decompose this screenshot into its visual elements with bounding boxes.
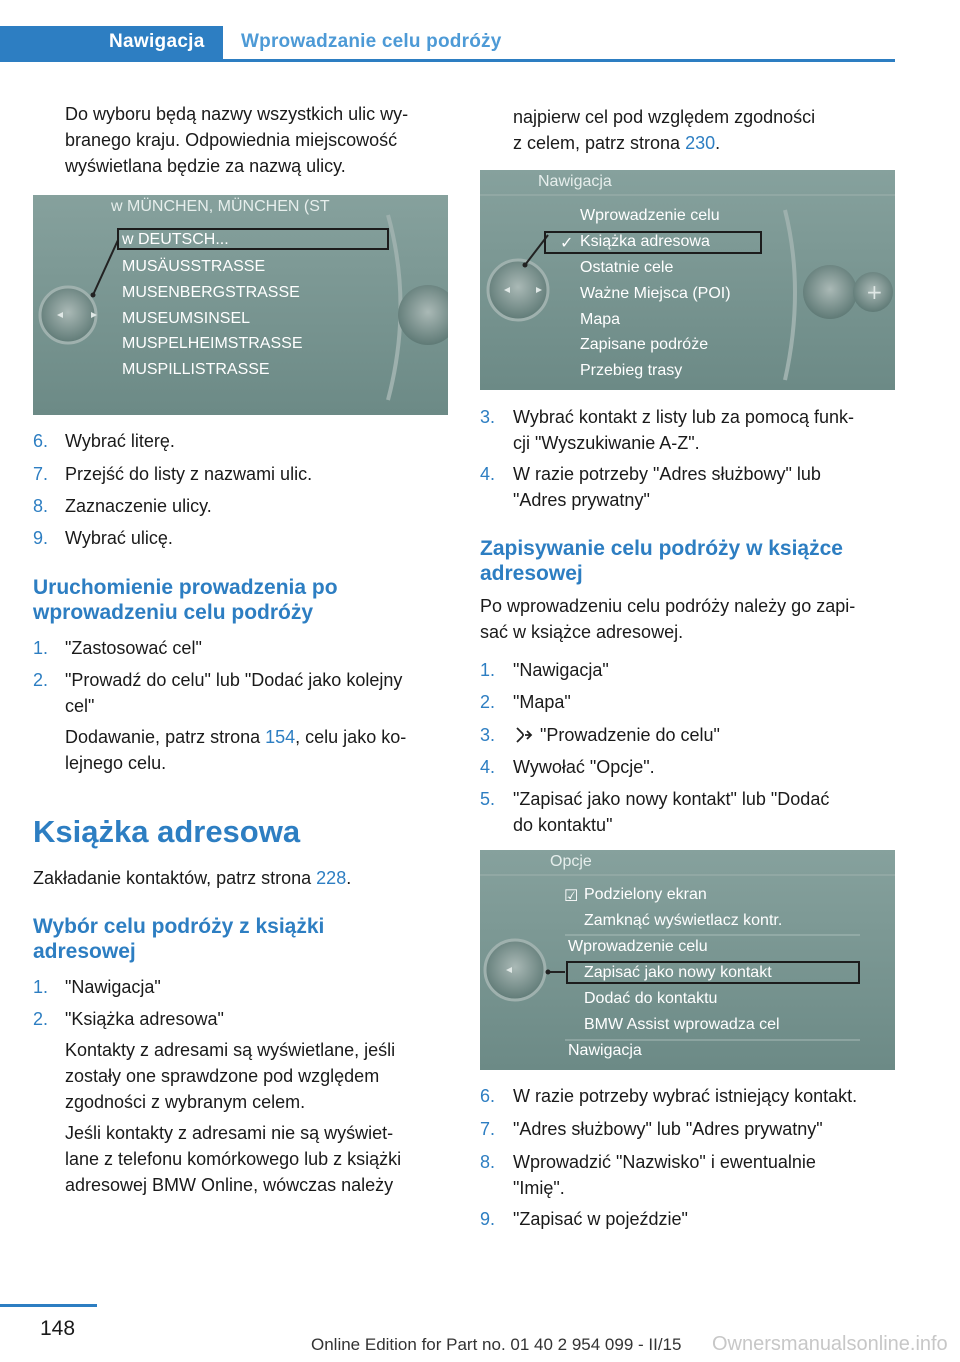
step-number: 2.: [33, 1009, 49, 1029]
heading-choose-from-book-1: Wybór celu podróży z książki: [33, 915, 325, 938]
screen3-item-1: Podzielony ekran: [584, 886, 707, 903]
step-text: "Zapisać w pojeździe": [513, 1209, 688, 1229]
screenshot-navigation-menu: [480, 170, 895, 390]
note-contacts-4: Jeśli kontakty z adresami nie są wyświet‐: [65, 1123, 394, 1143]
intro-line-3: wyświetlana będzie za nazwą ulicy.: [65, 156, 346, 176]
step-text: Przejść do listy z nazwami ulic.: [65, 464, 313, 484]
step-number: 1.: [33, 977, 49, 997]
note-add-destination-cont: lejnego celu.: [65, 753, 167, 773]
step-text: "Zapisać jako nowy kontakt" lub "Dodać: [513, 789, 830, 809]
route-guidance-icon: [513, 725, 533, 745]
step-text-cont: do kontaktu": [513, 815, 613, 835]
screen1-item-1: w DEUTSCH...: [122, 231, 229, 248]
page-link-154[interactable]: 154: [265, 727, 296, 747]
screen3-title: Opcje: [550, 853, 592, 870]
continued-text-2: z celem, patrz strona 230.: [513, 133, 721, 153]
step-number: 6.: [33, 431, 49, 451]
screen3-item-7: Nawigacja: [568, 1042, 642, 1059]
screen3-item-6: BMW Assist wprowadza cel: [584, 1016, 780, 1033]
step-number: 3.: [480, 407, 496, 427]
screen1-title: w MÜNCHEN, MÜNCHEN (ST: [111, 198, 330, 215]
step-text: "Prowadź do celu" lub "Dodać jako kolejny: [65, 670, 403, 690]
note-contacts-3: zgodności z wybranym celem.: [65, 1092, 306, 1112]
step-text-cont: cji "Wyszukiwanie A-Z".: [513, 433, 700, 453]
step-number: 4.: [480, 464, 496, 484]
heading-start-guidance-1: Uruchomienie prowadzenia po: [33, 576, 338, 599]
step-text: "Nawigacja": [513, 660, 609, 680]
header-rule: [223, 59, 895, 62]
step-number: 3.: [480, 725, 496, 745]
check-icon: ✓: [560, 235, 574, 252]
note-contacts-1: Kontakty z adresami są wyświetlane, jeśli: [65, 1040, 396, 1060]
screen2-item-5: Mapa: [580, 311, 621, 328]
step-number: 6.: [480, 1086, 496, 1106]
address-book-ref: Zakładanie kontaktów, patrz strona 228.: [33, 868, 352, 888]
heading-start-guidance-2: wprowadzeniu celu podróży: [33, 601, 314, 624]
save-intro-2: sać w książce adresowej.: [480, 622, 684, 642]
step-number: 5.: [480, 789, 496, 809]
idrive-dial-graphic: [33, 195, 448, 415]
step-text: "Książka adresowa": [65, 1009, 224, 1029]
step-text: Wywołać "Opcje".: [513, 757, 655, 777]
edition-note: Online Edition for Part no. 01 40 2 954 099 - II/15: [311, 1335, 682, 1354]
step-number: 7.: [480, 1119, 496, 1139]
save-intro-1: Po wprowadzeniu celu podróży należy go zapi‐: [480, 596, 856, 616]
step-number: 1.: [480, 660, 496, 680]
header-subsection-title: Wprowadzanie celu podróży: [241, 31, 502, 52]
step-text-cont: cel": [65, 696, 95, 716]
screenshot-street-list: [33, 195, 448, 415]
step-text: "Nawigacja": [65, 977, 161, 997]
screen3-item-5: Dodać do kontaktu: [584, 990, 718, 1007]
step-text-cont: "Imię".: [513, 1178, 565, 1198]
screen1-item-6: MUSPILLISTRASSE: [122, 361, 270, 378]
watermark: Ownersmanualsonline.info: [712, 1333, 948, 1355]
screen3-item-4: Zapisać jako nowy kontakt: [584, 964, 772, 981]
screen1-item-4: MUSEUMSINSEL: [122, 310, 251, 327]
step-text: W razie potrzeby wybrać istniejący kontakt.: [513, 1086, 858, 1106]
screen3-item-2: Zamknąć wyświetlacz kontr.: [584, 912, 783, 929]
step-text: Wprowadzić "Nazwisko" i ewentualnie: [513, 1152, 816, 1172]
heading-save-destination-2: adresowej: [480, 562, 583, 585]
continued-text-1: najpierw cel pod względem zgodności: [513, 107, 816, 127]
step-number: 2.: [33, 670, 49, 690]
step-text: "Zastosować cel": [65, 638, 202, 658]
header-section-title: Nawigacja: [109, 31, 205, 52]
footer-rule: [0, 1304, 97, 1307]
screen2-item-6: Zapisane podróże: [580, 336, 709, 353]
step-text-cont: "Adres prywatny": [513, 490, 650, 510]
note-contacts-5: lane z telefonu komórkowego lub z książki: [65, 1149, 402, 1169]
step-number: 8.: [33, 496, 49, 516]
svg-text:+: +: [866, 280, 883, 304]
screen1-item-2: MUSÄUSSTRASSE: [122, 258, 266, 275]
step-number: 4.: [480, 757, 496, 777]
step-number: 2.: [480, 692, 496, 712]
screen2-item-2: Książka adresowa: [580, 233, 710, 250]
step-number: 7.: [33, 464, 49, 484]
note-contacts-6: adresowej BMW Online, wówczas należy: [65, 1175, 394, 1195]
heading-address-book: Książka adresowa: [33, 814, 301, 849]
heading-save-destination-1: Zapisywanie celu podróży w książce: [480, 537, 843, 560]
screen2-item-7: Przebieg trasy: [580, 362, 683, 379]
step-number: 9.: [480, 1209, 496, 1229]
screen3-item-3: Wprowadzenie celu: [568, 938, 708, 955]
header-section-tab: [0, 26, 223, 62]
intro-line-2: branego kraju. Odpowiednia miejscowość: [65, 130, 398, 150]
step-number: 8.: [480, 1152, 496, 1172]
page-link-230[interactable]: 230: [685, 133, 716, 153]
screen2-item-4: Ważne Miejsca (POI): [580, 285, 731, 302]
screen2-item-3: Ostatnie cele: [580, 259, 674, 276]
step-text: Wybrać kontakt z listy lub za pomocą funk‐: [513, 407, 854, 427]
note-add-destination: Dodawanie, patrz strona 154, celu jako ko‐: [65, 727, 407, 747]
note-contacts-2: zostały one sprawdzone pod względem: [65, 1066, 380, 1086]
step-text: Wybrać ulicę.: [65, 528, 173, 548]
idrive-dial-graphic: [480, 850, 895, 1070]
step-number: 9.: [33, 528, 49, 548]
screen2-item-1: Wprowadzenie celu: [580, 207, 720, 224]
page-number: 148: [40, 1317, 76, 1340]
screen2-title: Nawigacja: [538, 173, 612, 190]
page-link-228[interactable]: 228: [316, 868, 347, 888]
step-text: "Mapa": [513, 692, 571, 712]
idrive-dial-graphic: [480, 170, 895, 390]
screen1-item-5: MUSPELHEIMSTRASSE: [122, 335, 303, 352]
screenshot-options-menu: [480, 850, 895, 1070]
checkbox-checked-icon: ☑: [564, 888, 579, 905]
intro-line-1: Do wyboru będą nazwy wszystkich ulic wy‐: [65, 104, 409, 124]
step-number: 1.: [33, 638, 49, 658]
step-text: "Adres służbowy" lub "Adres prywatny": [513, 1119, 823, 1139]
step-text: "Prowadzenie do celu": [540, 725, 720, 745]
step-text: Zaznaczenie ulicy.: [65, 496, 212, 516]
step-text: W razie potrzeby "Adres służbowy" lub: [513, 464, 821, 484]
screen1-item-3: MUSENBERGSTRASSE: [122, 284, 300, 301]
step-text: Wybrać literę.: [65, 431, 175, 451]
heading-choose-from-book-2: adresowej: [33, 940, 136, 963]
